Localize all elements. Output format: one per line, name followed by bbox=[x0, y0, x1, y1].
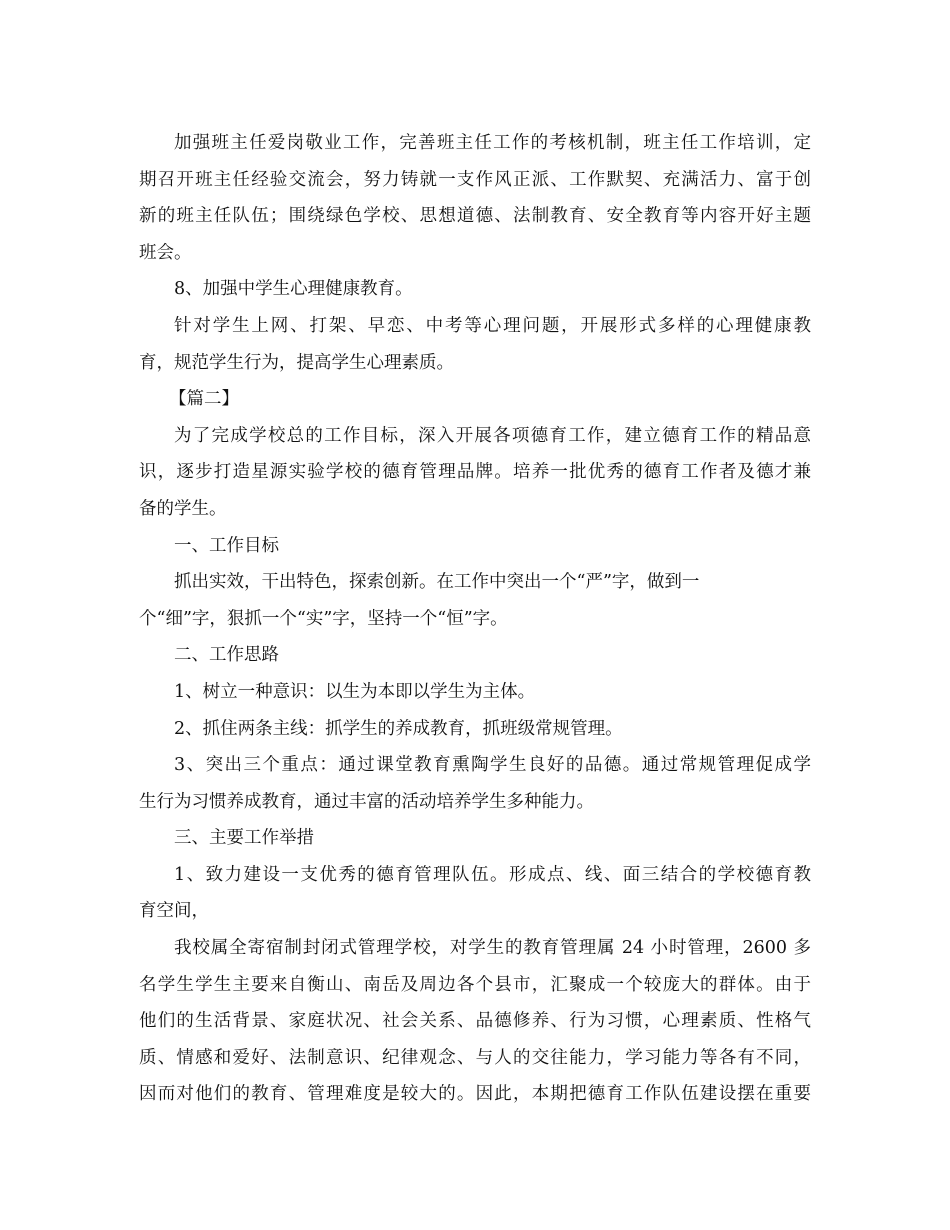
paragraph-line: 加强班主任爱岗敬业工作，完善班主任工作的考核机制，班主任工作培训，定 bbox=[174, 133, 811, 153]
document-page bbox=[139, 125, 811, 1113]
list-item: 1、致力建设一支优秀的德育管理队伍。形成点、线、面三结合的学校德育教 bbox=[174, 864, 811, 885]
list-item: 3、突出三个重点：通过课堂教育熏陶学生良好的品德。通过常规管理促成学 bbox=[174, 755, 811, 776]
list-item: 1、树立一种意识：以生为本即以学生为主体。 bbox=[174, 681, 536, 702]
paragraph-line: 备的学生。 bbox=[139, 498, 227, 519]
paragraph-line: 班会。 bbox=[139, 242, 192, 263]
paragraph-line: 名学生学生主要来自衡山、南岳及周边各个县市，汇聚成一个较庞大的群体。由于 bbox=[139, 974, 811, 995]
subsection-heading: 一、工作目标 bbox=[174, 535, 279, 556]
section-heading: 【篇二】 bbox=[169, 389, 239, 410]
list-item-heading: 8、加强中学生心理健康教育。 bbox=[174, 279, 413, 300]
paragraph-line: 育空间， bbox=[139, 901, 209, 922]
paragraph-line: 新的班主任队伍；围绕绿色学校、思想道德、法制教育、安全教育等内容开好主题 bbox=[139, 206, 811, 227]
subsection-heading: 三、主要工作举措 bbox=[174, 828, 314, 849]
paragraph-line: 为了完成学校总的工作目标，深入开展各项德育工作，建立德育工作的精品意 bbox=[174, 425, 811, 446]
paragraph-line: 个“细”字，狠抓一个“实”字，坚持一个“恒”字。 bbox=[139, 608, 508, 629]
paragraph-line: 期召开班主任经验交流会，努力铸就一支作风正派、工作默契、充满活力、富于创 bbox=[139, 169, 811, 190]
paragraph-line: 识，逐步打造星源实验学校的德育管理品牌。培养一批优秀的德育工作者及德才兼 bbox=[139, 462, 811, 483]
paragraph-line: 他们的生活背景、家庭状况、社会关系、品德修养、行为习惯，心理素质、性格气 bbox=[139, 1011, 811, 1032]
paragraph-line: 抓出实效，干出特色，探索创新。在工作中突出一个“严”字，做到一 bbox=[174, 572, 700, 593]
subsection-heading: 二、工作思路 bbox=[174, 645, 279, 666]
paragraph-line: 针对学生上网、打架、早恋、中考等心理问题，开展形式多样的心理健康教 bbox=[174, 315, 811, 336]
paragraph-line: 育，规范学生行为，提高学生心理素质。 bbox=[139, 352, 454, 373]
paragraph-line: 我校属全寄宿制封闭式管理学校，对学生的教育管理属 24 小时管理，2600 多 bbox=[174, 938, 811, 959]
list-item: 2、抓住两条主线：抓学生的养成教育，抓班级常规管理。 bbox=[174, 718, 623, 739]
paragraph-line: 因而对他们的教育、管理难度是较大的。因此，本期把德育工作队伍建设摆在重要 bbox=[139, 1084, 811, 1105]
paragraph-line: 质、情感和爱好、法制意识、纪律观念、与人的交往能力，学习能力等各有不同， bbox=[139, 1047, 811, 1068]
paragraph-line: 生行为习惯养成教育，通过丰富的活动培养学生多种能力。 bbox=[139, 791, 594, 812]
